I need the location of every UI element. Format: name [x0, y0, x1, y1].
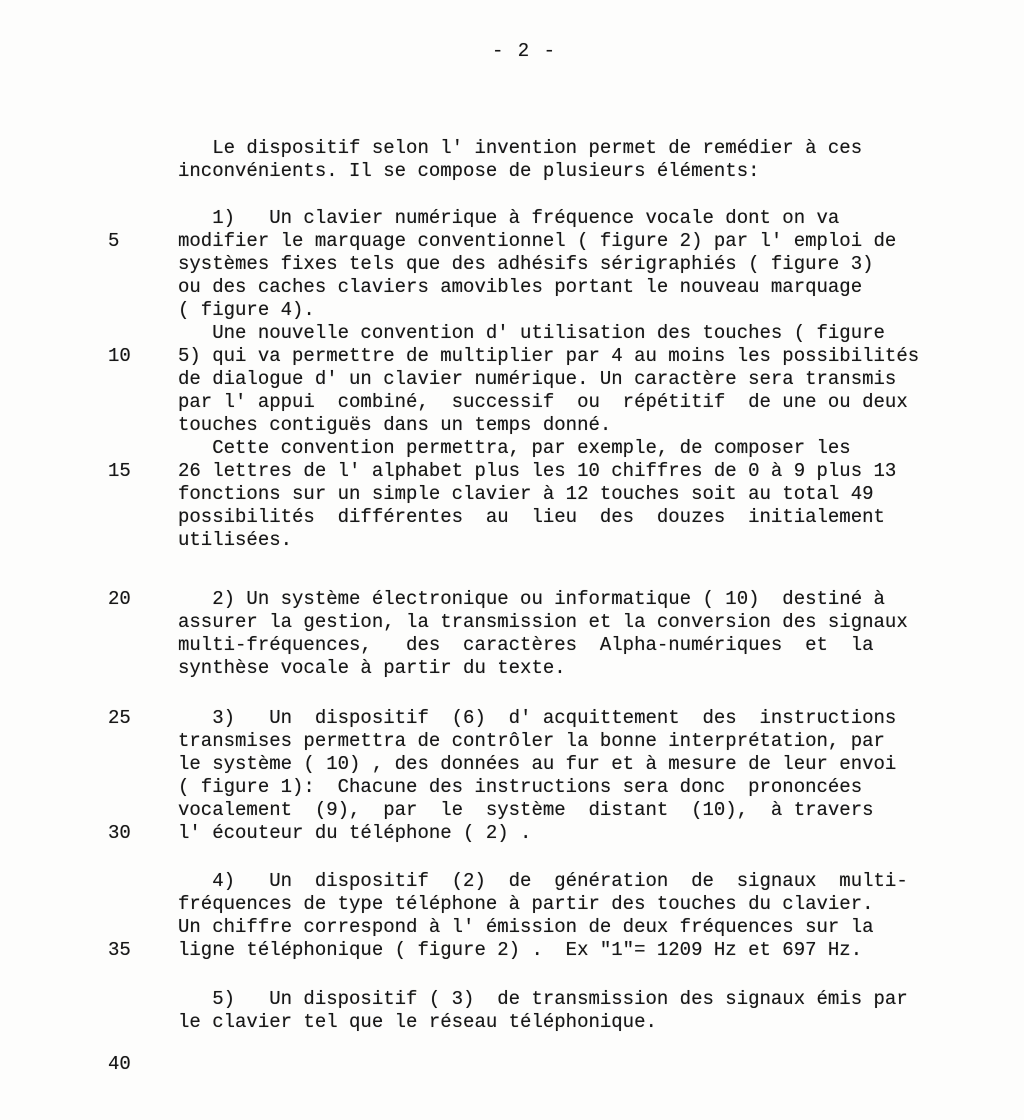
text-line	[0, 988, 1024, 1011]
margin-line-number	[0, 776, 178, 799]
margin-line-number	[0, 529, 178, 552]
margin-line-number	[0, 299, 178, 322]
text-line	[0, 230, 1024, 253]
paragraph-block	[0, 1053, 1024, 1076]
line-text: touches contiguës dans un temps donné.	[178, 414, 612, 436]
text-line	[0, 822, 1024, 845]
margin-line-number	[0, 276, 178, 299]
text-line	[0, 588, 1024, 611]
text-line	[0, 611, 1024, 634]
line-text: fréquences de type téléphone à partir des touches du clavier.	[178, 893, 874, 915]
paragraph-block	[0, 437, 1024, 552]
line-text: systèmes fixes tels que des adhésifs sérigraphiés ( figure 3)	[178, 253, 874, 275]
margin-line-number	[0, 506, 178, 529]
margin-line-number	[0, 730, 178, 753]
margin-line-number	[0, 611, 178, 634]
line-text: Le dispositif selon l' invention permet de remédier à ces	[178, 137, 863, 159]
line-text: 4) Un dispositif (2) de génération de signaux multi-	[178, 870, 908, 892]
text-line	[0, 460, 1024, 483]
text-line	[0, 253, 1024, 276]
text-line	[0, 506, 1024, 529]
line-text: transmises permettra de contrôler la bonne interprétation, par	[178, 730, 885, 752]
line-text: ( figure 4).	[178, 299, 315, 321]
margin-line-number	[0, 916, 178, 939]
line-text: synthèse vocale à partir du texte.	[178, 657, 566, 679]
paragraph-block	[0, 207, 1024, 322]
text-line	[0, 160, 1024, 183]
text-line	[0, 916, 1024, 939]
line-text: 2) Un système électronique ou informatique ( 10) destiné à	[178, 588, 885, 610]
margin-line-number	[0, 391, 178, 414]
line-text: vocalement (9), par le système distant (10), à travers	[178, 799, 874, 821]
margin-line-number	[0, 870, 178, 893]
margin-line-number	[0, 988, 178, 1011]
text-line	[0, 657, 1024, 680]
margin-line-number: 15	[108, 460, 131, 482]
margin-line-number: 20	[108, 588, 131, 610]
margin-line-number	[0, 799, 178, 822]
paragraph-block	[0, 322, 1024, 437]
margin-line-number	[0, 483, 178, 506]
margin-line-number	[0, 207, 178, 230]
margin-line-number: 25	[108, 707, 131, 729]
text-line	[0, 753, 1024, 776]
text-line	[0, 368, 1024, 391]
text-line	[0, 730, 1024, 753]
margin-line-number	[0, 368, 178, 391]
text-line	[0, 939, 1024, 962]
text-line	[0, 707, 1024, 730]
margin-line-number	[0, 753, 178, 776]
margin-line-number	[0, 414, 178, 437]
margin-line-number	[0, 160, 178, 183]
line-text: 26 lettres de l' alphabet plus les 10 chiffres de 0 à 9 plus 13	[178, 460, 897, 482]
text-line	[0, 634, 1024, 657]
line-text: 3) Un dispositif (6) d' acquittement des instructions	[178, 707, 897, 729]
line-text: Une nouvelle convention d' utilisation des touches ( figure	[178, 322, 885, 344]
margin-line-number	[0, 893, 178, 916]
text-line	[0, 299, 1024, 322]
line-text: multi-fréquences, des caractères Alpha-numériques et la	[178, 634, 874, 656]
text-line	[0, 483, 1024, 506]
line-text: inconvénients. Il se compose de plusieurs éléments:	[178, 160, 760, 182]
line-text: modifier le marquage conventionnel ( figure 2) par l' emploi de	[178, 230, 897, 252]
text-line	[0, 391, 1024, 414]
margin-line-number: 30	[108, 822, 131, 844]
text-line	[0, 1011, 1024, 1034]
paragraph-block	[0, 988, 1024, 1034]
paragraph-block	[0, 588, 1024, 680]
line-text: utilisées.	[178, 529, 293, 551]
margin-line-number	[0, 634, 178, 657]
text-line	[0, 345, 1024, 368]
line-text: 5) qui va permettre de multiplier par 4 au moins les possibilités	[178, 345, 920, 367]
document-body	[0, 137, 1024, 1076]
line-text: le système ( 10) , des données au fur et à mesure de leur envoi	[178, 753, 897, 775]
line-text: possibilités différentes au lieu des douzes initialement	[178, 506, 885, 528]
page-number: - 2 -	[492, 40, 557, 62]
margin-line-number: 40	[108, 1053, 131, 1075]
line-text: fonctions sur un simple clavier à 12 touches soit au total 49	[178, 483, 874, 505]
text-line	[0, 1053, 1024, 1076]
text-line	[0, 893, 1024, 916]
line-text: ou des caches claviers amovibles portant le nouveau marquage	[178, 276, 863, 298]
line-text: ( figure 1): Chacune des instructions sera donc prononcées	[178, 776, 863, 798]
text-line	[0, 870, 1024, 893]
line-text: 1) Un clavier numérique à fréquence vocale dont on va	[178, 207, 840, 229]
line-text: 5) Un dispositif ( 3) de transmission des signaux émis par	[178, 988, 908, 1010]
text-line	[0, 276, 1024, 299]
line-text: assurer la gestion, la transmission et la conversion des signaux	[178, 611, 908, 633]
margin-line-number	[0, 437, 178, 460]
margin-line-number: 5	[108, 230, 120, 252]
margin-line-number	[0, 322, 178, 345]
text-line	[0, 322, 1024, 345]
margin-line-number	[0, 657, 178, 680]
text-line	[0, 437, 1024, 460]
line-text: de dialogue d' un clavier numérique. Un caractère sera transmis	[178, 368, 897, 390]
margin-line-number: 10	[108, 345, 131, 367]
line-text: Un chiffre correspond à l' émission de deux fréquences sur la	[178, 916, 874, 938]
line-text: ligne téléphonique ( figure 2) . Ex "1"= 1209 Hz et 697 Hz.	[178, 939, 863, 961]
paragraph-block	[0, 870, 1024, 962]
text-line	[0, 776, 1024, 799]
text-line	[0, 207, 1024, 230]
line-text: Cette convention permettra, par exemple, de composer les	[178, 437, 851, 459]
margin-line-number	[0, 253, 178, 276]
text-line	[0, 137, 1024, 160]
line-text: par l' appui combiné, successif ou répétitif de une ou deux	[178, 391, 908, 413]
paragraph-block	[0, 137, 1024, 183]
text-line	[0, 529, 1024, 552]
margin-line-number	[0, 137, 178, 160]
text-line	[0, 799, 1024, 822]
line-text: le clavier tel que le réseau téléphonique.	[178, 1011, 657, 1033]
margin-line-number: 35	[108, 939, 131, 961]
text-line	[0, 414, 1024, 437]
paragraph-block	[0, 707, 1024, 845]
line-text: l' écouteur du téléphone ( 2) .	[178, 822, 532, 844]
margin-line-number	[0, 1011, 178, 1034]
